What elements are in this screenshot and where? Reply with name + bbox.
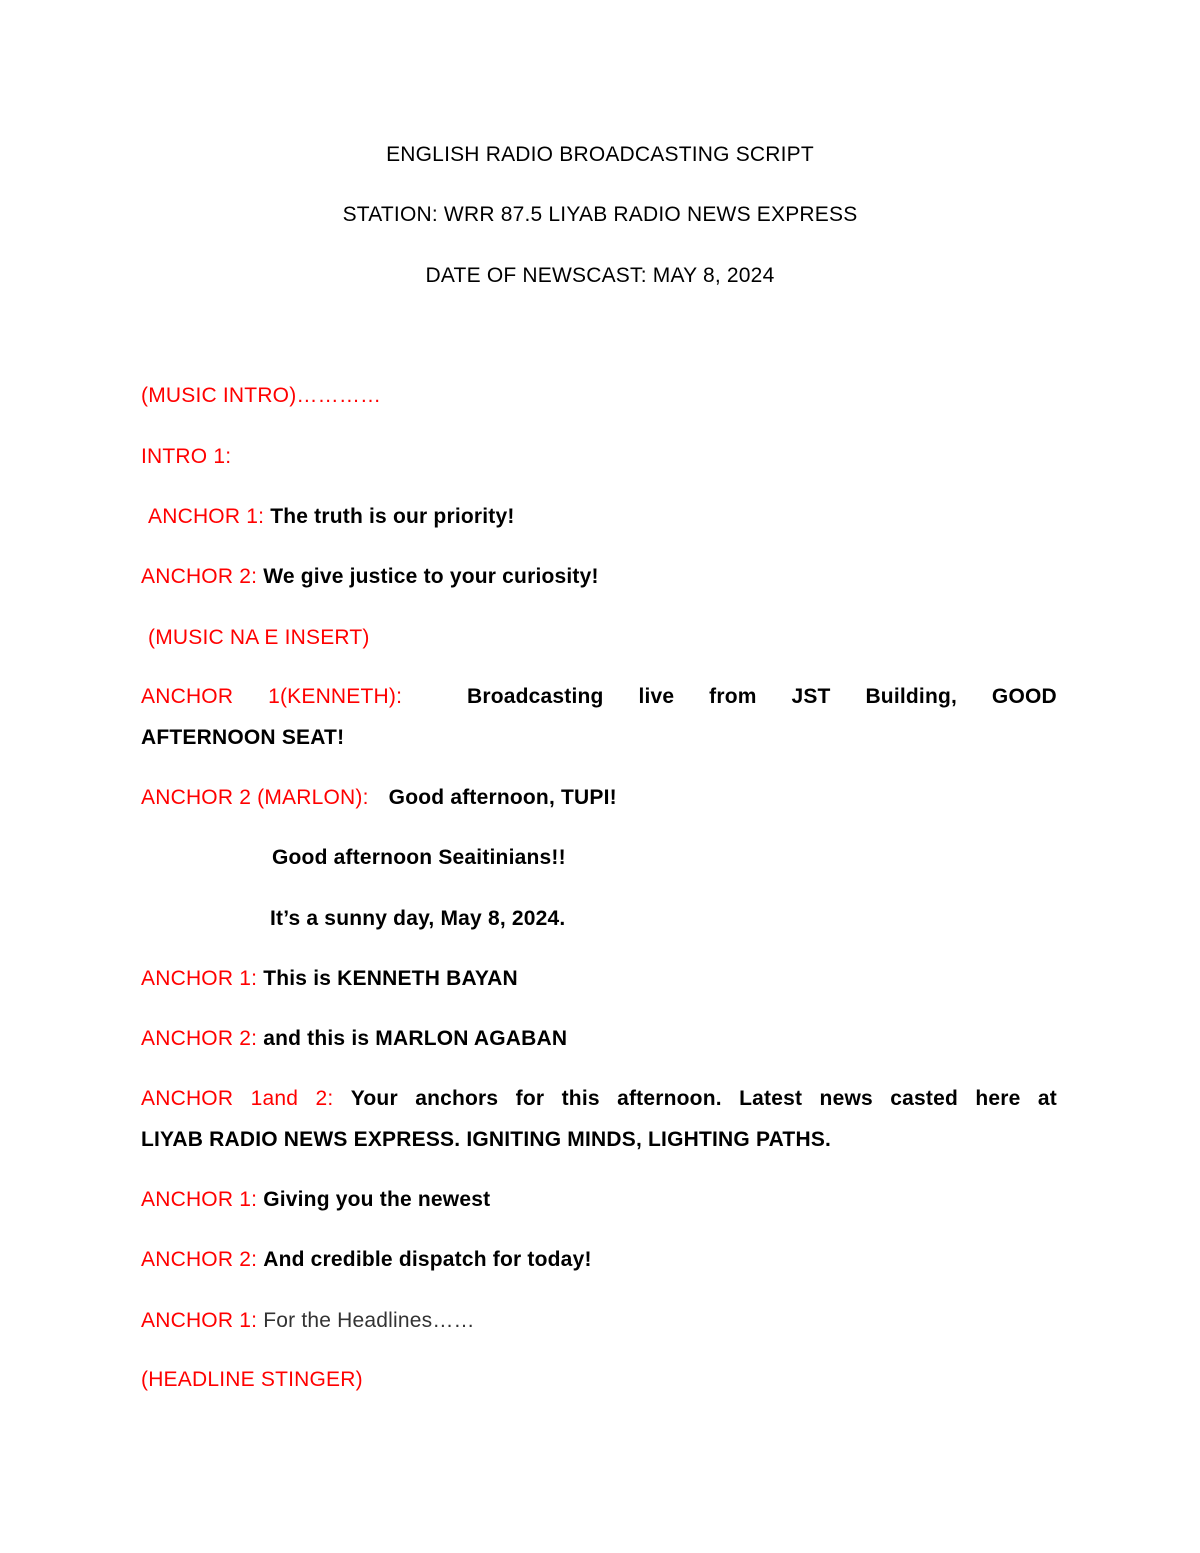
dialogue-word: afternoon. [617, 1087, 722, 1110]
dialogue-continuation: It’s a sunny day, May 8, 2024. [270, 907, 566, 930]
script-line-justified [141, 684, 1057, 710]
dialogue-text: We give justice to your curiosity! [263, 565, 599, 588]
dialogue-text: This is KENNETH BAYAN [263, 967, 518, 990]
dialogue-word: Broadcasting [466, 685, 604, 708]
speaker-word: ANCHOR [141, 685, 234, 708]
intro-1-label: INTRO 1: [141, 445, 232, 468]
dialogue-continuation: Good afternoon Seaitinians!! [272, 846, 566, 869]
speaker-label: ANCHOR 1: [141, 1188, 258, 1211]
dialogue-text: The truth is our priority! [270, 505, 515, 528]
speaker-word: ANCHOR [141, 1087, 234, 1110]
script-line [141, 1247, 592, 1273]
newscast-date: DATE OF NEWSCAST: MAY 8, 2024 [425, 264, 775, 287]
speaker-word: 1(KENNETH): [268, 685, 403, 708]
speaker-word: 1and [250, 1087, 299, 1110]
script-line [141, 564, 599, 590]
speaker-label: ANCHOR 1: [141, 1309, 258, 1332]
dialogue-text: And credible dispatch for today! [263, 1248, 592, 1271]
dialogue-word: anchors [415, 1087, 499, 1110]
dialogue-word: at [1037, 1087, 1057, 1110]
music-intro-cue: (MUSIC INTRO)………… [141, 384, 382, 407]
dialogue-word: this [561, 1087, 600, 1110]
dialogue-word: from [709, 685, 757, 708]
speaker-label: ANCHOR 1: [141, 967, 258, 990]
speaker-label: ANCHOR 2: [141, 565, 258, 588]
script-line [141, 1026, 567, 1052]
music-insert-cue: (MUSIC NA E INSERT) [148, 626, 370, 649]
script-line [141, 966, 518, 992]
script-line [141, 1308, 475, 1334]
speaker-label: ANCHOR 2: [141, 1248, 258, 1271]
dialogue-word: Your [350, 1087, 398, 1110]
dialogue-continuation: LIYAB RADIO NEWS EXPRESS. IGNITING MINDS, LIGHTING PATHS. [141, 1128, 832, 1151]
speaker-word: 2: [315, 1087, 334, 1110]
dialogue-text: and this is MARLON AGABAN [263, 1027, 568, 1050]
dialogue-continuation: AFTERNOON SEAT! [141, 726, 345, 749]
headline-stinger-cue: (HEADLINE STINGER) [141, 1368, 363, 1391]
dialogue-word: live [638, 685, 675, 708]
script-title: ENGLISH RADIO BROADCASTING SCRIPT [386, 143, 814, 166]
speaker-label: ANCHOR 1: [148, 505, 265, 528]
station-line: STATION: WRR 87.5 LIYAB RADIO NEWS EXPRESS [342, 203, 858, 226]
dialogue-text: Giving you the newest [263, 1188, 491, 1211]
dialogue-word: Building, [865, 685, 958, 708]
dialogue-word: JST [791, 685, 831, 708]
dialogue-word: casted [890, 1087, 958, 1110]
script-line-justified [141, 1086, 1057, 1112]
dialogue-word: for [515, 1087, 545, 1110]
script-line [141, 1187, 490, 1213]
dialogue-word: GOOD [991, 685, 1057, 708]
speaker-label: ANCHOR 2 (MARLON): [141, 786, 369, 809]
script-line [141, 785, 617, 811]
dialogue-word: news [819, 1087, 873, 1110]
dialogue-word: Latest [739, 1087, 803, 1110]
dialogue-text: For the Headlines…… [263, 1309, 475, 1332]
script-line [148, 504, 515, 530]
speaker-label: ANCHOR 2: [141, 1027, 258, 1050]
dialogue-word: here [975, 1087, 1021, 1110]
dialogue-text: Good afternoon, TUPI! [388, 786, 617, 809]
